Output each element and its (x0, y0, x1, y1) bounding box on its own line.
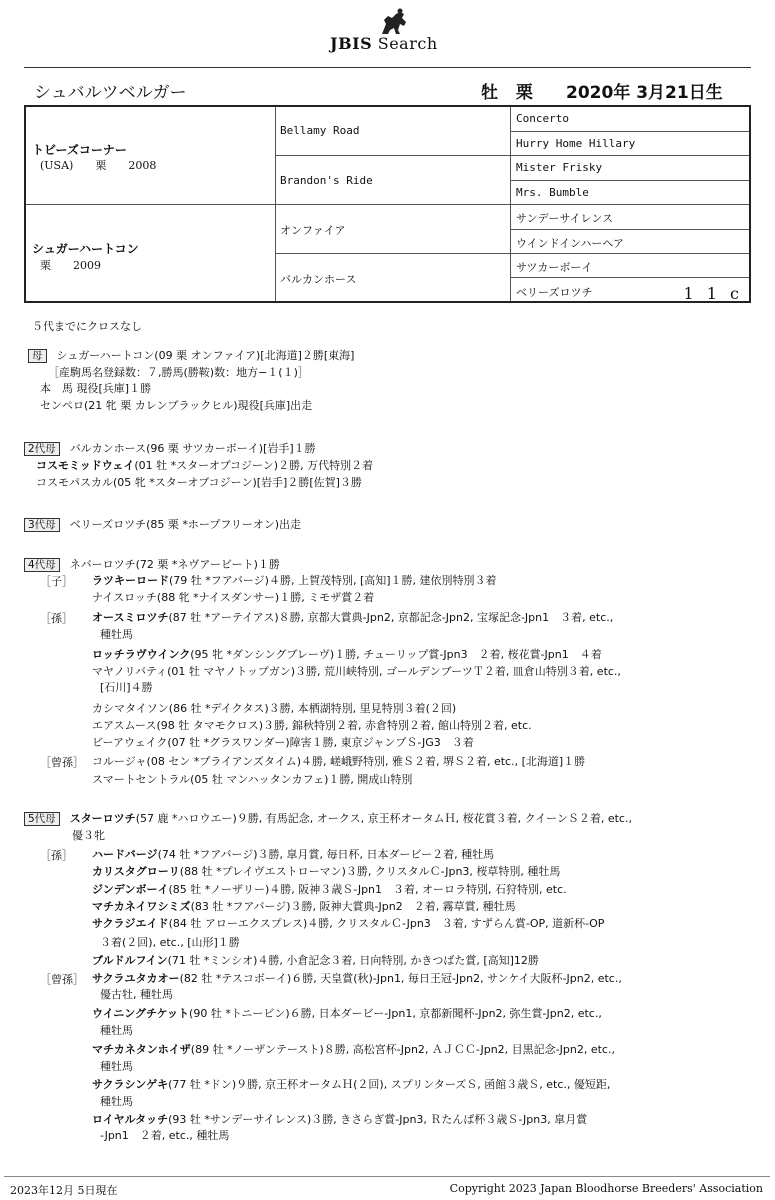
generation-tag: 2代母 (24, 442, 60, 456)
inbreeding-code: 1 1 c (683, 284, 743, 303)
relation-label: ［曾孫］ (40, 973, 84, 986)
g3-ancestor[interactable]: サツカーボーイ (516, 261, 593, 274)
family-line: 種牡馬 (100, 1024, 133, 1037)
family-line: サクラジエイド(84 牡 アローエクスプレス)４勝, クリスタルＣ-Jpn3 ３着, すずらん賞-OP, 道新杯-OP (92, 917, 605, 930)
family-line: ［産駒馬名登録数：７,勝馬(勝鞍)数：地方−１(１)］ (48, 366, 309, 379)
horse-link[interactable]: サクラジエイド (92, 917, 169, 930)
generation-tag: 3代母 (24, 518, 60, 532)
family-line: ラツキーロード(79 牡 *フアバージ)４勝, 上賀茂特別, [高知]１勝, 建依別特別３着 (92, 574, 497, 587)
g3-ancestor[interactable]: Mister Frisky (516, 161, 603, 174)
logo-text: JBIS Search (330, 34, 438, 53)
horse-link[interactable]: ラツキーロード (92, 574, 169, 587)
g3-ancestor[interactable]: Hurry Home Hillary (516, 137, 636, 150)
relation-label: ［孫］ (40, 849, 73, 862)
horse-birthdate: 2020年 3月21日生 (566, 83, 723, 103)
family-line: サクラユタカオー(82 牡 *テスコボーイ)６勝, 天皇賞(秋)-Jpn1, 毎日王冠-Jpn2, サンケイ大阪杯-Jpn2, etc., (92, 972, 622, 985)
relation-label: ［曾孫］ (40, 756, 84, 769)
family-line: 優３牝 (72, 829, 105, 842)
family-line: ハードバージ(74 牡 *フアバージ)３勝, 皐月賞, 毎日杯, 日本ダービー２着, 種牡馬 (92, 848, 495, 861)
family-line: マヤノリバティ(01 牡 マヤノトップガン)３勝, 荒川峡特別, ゴールデンブーツＴ２着, 皿倉山特別３着, etc., (92, 665, 621, 678)
g3-ancestor[interactable]: ウインドインハーヘア (516, 237, 625, 250)
horse-link[interactable]: マチカネイワシミズ (92, 900, 191, 913)
family-line: [石川]４勝 (100, 681, 153, 694)
family-line: 種牡馬 (100, 1060, 133, 1073)
g3-ancestor[interactable]: ベリーズロツチ (516, 286, 593, 299)
cross-note: ５代までにクロスなし (32, 320, 142, 333)
horse-link[interactable]: オースミロツチ (92, 611, 169, 624)
family-line: コスモミッドウェイ(01 牡 *スターオブコジーン)２勝, 万代特別２着 (36, 459, 374, 472)
horse-sex-color: 牡 栗 (481, 83, 539, 103)
family-line: ジンデンボーイ(85 牡 *ノーザリー)４勝, 阪神３歳Ｓ-Jpn1 ３着, オーロラ特別, 石狩特別, etc. (92, 883, 567, 896)
dam-info: 栗 2009 (40, 259, 101, 272)
family-line: エアスムース(98 牡 タマモクロス)３勝, 錦秋特別２着, 赤倉特別２着, 館山特別２着, etc. (92, 719, 532, 732)
family-line: 種牡馬 (100, 1095, 133, 1108)
family-generation-line: 5代母 スターロツチ(57 鹿 *ハロウエー)９勝, 有馬記念, オークス, 京王杯オータムＨ, 桜花賞３着, クイーンＳ２着, etc., (24, 811, 632, 826)
family-line: ビーアウェイク(07 牡 *グラスワンダー)障害１勝, 東京ジャンプＳ-JG3 ３着 (92, 736, 474, 749)
footer-copyright: Copyright 2023 Japan Bloodhorse Breeders' Association (449, 1182, 763, 1195)
family-line: オースミロツチ(87 牡 *アーテイアス)８勝, 京都大賞典-Jpn2, 京都記念-Jpn2, 宝塚記念-Jpn1 ３着, etc., (92, 611, 614, 624)
family-line: ３着(２回), etc., [山形]１勝 (100, 936, 240, 949)
generation-tag: 5代母 (24, 812, 60, 826)
horse-link[interactable]: サクラシンゲキ (92, 1078, 169, 1091)
relation-label: ［子］ (40, 575, 73, 588)
g3-ancestor[interactable]: Mrs. Bumble (516, 186, 589, 199)
g3-ancestor[interactable]: Concerto (516, 112, 569, 125)
pedigree-table (24, 105, 751, 303)
horse-link[interactable]: ウイニングチケット (92, 1007, 190, 1020)
family-generation-line: 3代母 ベリーズロツチ(85 栗 *ホープフリーオン)出走 (24, 517, 301, 532)
family-line: ブルドルフイン(71 牡 *ミンシオ)４勝, 小倉記念３着, 日向特別, かきつばた賞, [高知]12勝 (92, 954, 539, 967)
horse-link[interactable]: ブルドルフイン (92, 954, 168, 967)
family-line: コスモパスカル(05 牝 *スターオブコジーン)[岩手]２勝[佐賀]３勝 (36, 476, 362, 489)
family-generation-line: 母 シュガーハートコン(09 栗 オンファイア)[北海道]２勝[東海] (28, 348, 354, 363)
sire-info: (USA) 栗 2008 (40, 159, 157, 172)
horse-link[interactable]: ジンデンボーイ (92, 883, 169, 896)
family-generation-line: 4代母 ネバーロツチ(72 栗 *ネヴアービート)１勝 (24, 557, 280, 572)
family-line: マチカネイワシミズ(83 牡 *フアバージ)３勝, 阪神大賞典-Jpn2 ２着, 霧草賞, 種牡馬 (92, 900, 516, 913)
family-line: スマートセントラル(05 牡 マンハッタンカフェ)１勝, 開成山特別 (92, 773, 413, 786)
horse-link[interactable]: ハードバージ (92, 848, 158, 861)
horse-name: シュバルツベルガー (34, 83, 187, 103)
horse-link[interactable]: スターロツチ (69, 812, 136, 825)
footer-divider (4, 1176, 770, 1177)
family-line: ナイスロッチ(88 牝 *ナイスダンサー)１勝, ミモザ賞２着 (92, 591, 375, 604)
family-line: 優古牡, 種牡馬 (100, 988, 173, 1001)
family-line: マチカネタンホイザ(89 牡 *ノーザンテースト)８勝, 高松宮杯-Jpn2, ＡＪＣＣ-Jpn2, 目黒記念-Jpn2, etc., (92, 1043, 615, 1056)
horse-jockey-icon (378, 8, 410, 36)
horse-link[interactable]: サクラユタカオー (92, 972, 180, 985)
relation-label: ［孫］ (40, 612, 73, 625)
dam-name[interactable]: シュガーハートコン (32, 242, 139, 256)
family-line: ロイヤルタッチ(93 牡 *サンデーサイレンス)３勝, きさらぎ賞-Jpn3, Ｒたんぱ杯３歳Ｓ-Jpn3, 皐月賞 (92, 1113, 588, 1126)
family-line: カシマタイソン(86 牡 *デイクタス)３勝, 本栖湖特別, 里見特別３着(２回) (92, 702, 457, 715)
g3-ancestor[interactable]: サンデーサイレンス (516, 212, 614, 225)
family-line: ウイニングチケット(90 牡 *トニービン)６勝, 日本ダービー-Jpn1, 京都新聞杯-Jpn2, 弥生賞-Jpn2, etc., (92, 1007, 602, 1020)
sire-name[interactable]: トビーズコーナー (32, 143, 127, 157)
granddam-dam[interactable]: バルカンホース (280, 273, 357, 286)
family-generation-line: 2代母 バルカンホース(96 栗 サツカーボーイ)[岩手]１勝 (24, 441, 316, 456)
grandsire-sire[interactable]: Bellamy Road (280, 124, 360, 137)
family-line: カリスタグローリ(88 牡 *プレイヴエストローマン)３勝, クリスタルＣ-Jpn3, 桜草特別, 種牡馬 (92, 865, 561, 878)
footer-date: 2023年12月 5日現在 (10, 1184, 118, 1197)
family-line: ロッチラヴウインク(95 牝 *ダンシングブレーヴ)１勝, チューリップ賞-Jpn3 ２着, 桜花賞-Jpn1 ４着 (92, 648, 602, 661)
granddam-sire[interactable]: Brandon's Ride (280, 174, 373, 187)
family-line: 種牡馬 (100, 628, 133, 641)
horse-link[interactable]: マチカネタンホイザ (92, 1043, 191, 1056)
horse-link[interactable]: コスモミッドウェイ (36, 459, 135, 472)
grandsire-dam[interactable]: オンファイア (280, 224, 346, 237)
generation-tag: 4代母 (24, 558, 60, 572)
family-line: サクラシンゲキ(77 牡 *ドン)９勝, 京王杯オータムＨ(２回), スプリンターズＳ, 函館３歳Ｓ, etc., 優短距, (92, 1078, 611, 1091)
family-line: コルージャ(08 セン *プライアンズタイム)４勝, 嵯峨野特別, 雅Ｓ２着, 堺Ｓ２着, etc., [北海道]１勝 (92, 755, 586, 768)
family-line: センペロ(21 牝 栗 カレンブラックヒル)現役[兵庫]出走 (40, 399, 313, 412)
family-line: -Jpn1 ２着, etc., 種牡馬 (100, 1129, 230, 1142)
header-divider (24, 67, 751, 68)
horse-link[interactable]: ロイヤルタッチ (92, 1113, 169, 1126)
jbis-search-logo[interactable] (330, 8, 460, 54)
horse-link[interactable]: ロッチラヴウインク (92, 648, 191, 661)
generation-tag: 母 (28, 349, 47, 363)
horse-link[interactable]: カリスタグローリ (92, 865, 180, 878)
family-line: 本 馬 現役[兵庫]１勝 (40, 382, 152, 395)
